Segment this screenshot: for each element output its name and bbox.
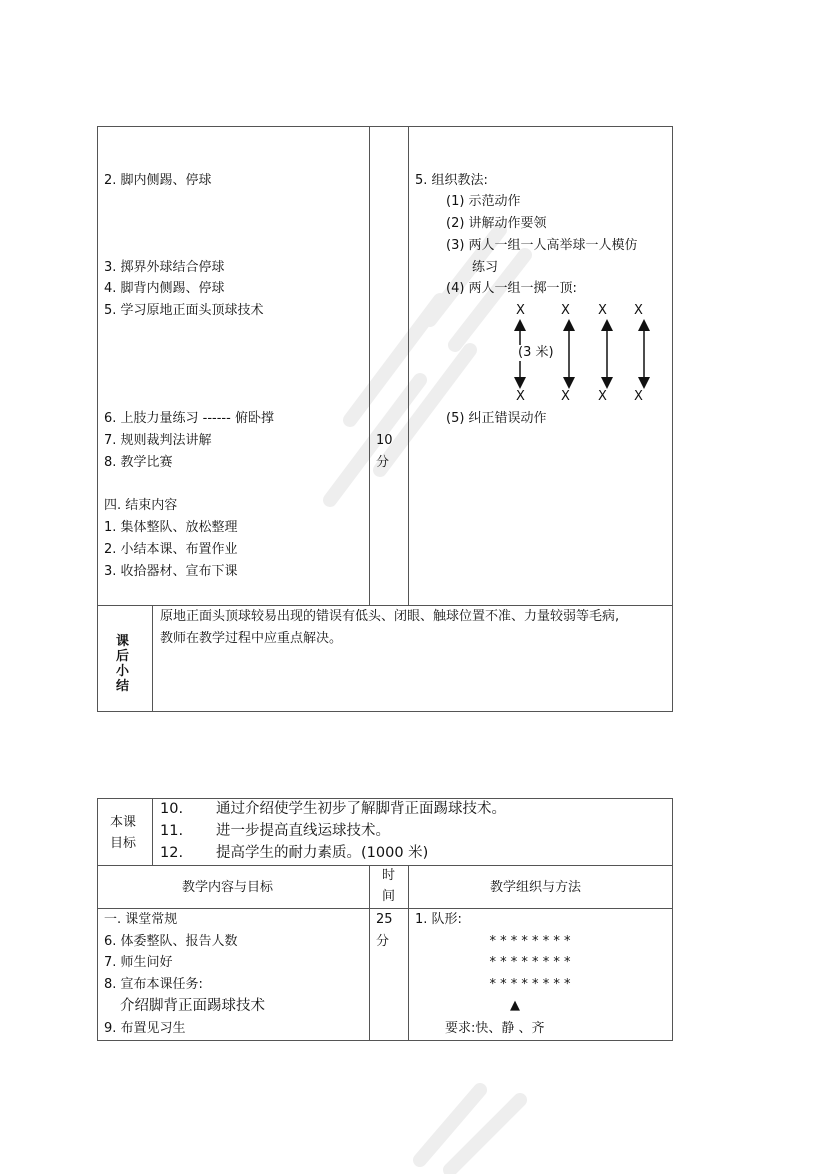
method-item: (2) 讲解动作要领: [446, 216, 547, 231]
player-mark: X: [598, 389, 607, 404]
content-line: 8. 宣布本课任务:: [104, 977, 203, 992]
formation-row: * * * * * * * *: [489, 955, 571, 970]
header-time: 时: [382, 868, 396, 883]
time-value: 25: [376, 912, 393, 927]
content-line: 2. 小结本课、布置作业: [104, 542, 238, 557]
objective-num: 10.: [160, 801, 184, 817]
objective-label: 目标: [110, 836, 137, 851]
header-method: 教学组织与方法: [490, 880, 582, 895]
method-item: (5) 纠正错误动作: [446, 411, 547, 426]
teacher-triangle-icon: ▲: [510, 998, 520, 1013]
content-line: 4. 脚背内侧踢、停球: [104, 281, 225, 296]
formation-row: * * * * * * * *: [489, 977, 571, 992]
objective-num: 12.: [160, 845, 184, 861]
method-heading: 5. 组织教法:: [415, 173, 488, 188]
content-line: 7. 师生问好: [104, 955, 173, 970]
time-unit: 分: [376, 455, 390, 470]
player-mark: X: [561, 389, 570, 404]
summary-label: 课后小结: [116, 634, 130, 694]
header-content: 教学内容与目标: [182, 880, 274, 895]
section-heading: 一. 课堂常规: [104, 912, 178, 927]
content-line: 9. 布置见习生: [104, 1021, 186, 1036]
section-heading: 四. 结束内容: [104, 498, 178, 513]
content-line: 3. 收拾器材、宣布下课: [104, 564, 238, 579]
player-mark: X: [634, 389, 643, 404]
player-mark: X: [516, 389, 525, 404]
time-unit: 分: [376, 934, 390, 949]
content-line: 5. 学习原地正面头顶球技术: [104, 303, 264, 318]
summary-text: 教师在教学过程中应重点解决。: [160, 631, 343, 646]
method-item: (1) 示范动作: [446, 194, 521, 209]
header-time: 间: [382, 889, 396, 904]
objective-label: 本课: [110, 815, 137, 830]
summary-text: 原地正面头顶球较易出现的错误有低头、闭眼、触球位置不准、力量较弱等毛病,: [160, 609, 620, 624]
distance-label: (3 米): [518, 345, 554, 360]
content-line: 2. 脚内侧踢、停球: [104, 173, 212, 188]
requirement-text: 要求:快、静 、齐: [445, 1021, 545, 1036]
player-mark: X: [634, 303, 643, 318]
objective-text: 提高学生的耐力素质。(1000 米): [216, 845, 429, 861]
player-mark: X: [561, 303, 570, 318]
player-mark: X: [516, 303, 525, 318]
method-item: (3) 两人一组一人高举球一人模仿: [446, 238, 638, 253]
content-line: 6. 上肢力量练习 ------ 俯卧撑: [104, 411, 274, 426]
method-item: (4) 两人一组一掷一顶:: [446, 281, 577, 296]
content-line: 1. 集体整队、放松整理: [104, 520, 238, 535]
method-item: 练习: [472, 260, 499, 275]
content-line: 6. 体委整队、报告人数: [104, 934, 238, 949]
method-heading: 1. 队形:: [415, 912, 462, 927]
player-mark: X: [598, 303, 607, 318]
content-line: 8. 教学比赛: [104, 455, 173, 470]
content-line: 介绍脚背正面踢球技术: [120, 998, 265, 1014]
objective-text: 进一步提高直线运球技术。: [216, 823, 390, 839]
content-line: 3. 掷界外球结合停球: [104, 260, 225, 275]
content-line: 7. 规则裁判法讲解: [104, 433, 212, 448]
objective-text: 通过介绍使学生初步了解脚背正面踢球技术。: [216, 801, 506, 817]
time-value: 10: [376, 433, 393, 448]
formation-row: * * * * * * * *: [489, 934, 571, 949]
objective-num: 11.: [160, 823, 184, 839]
